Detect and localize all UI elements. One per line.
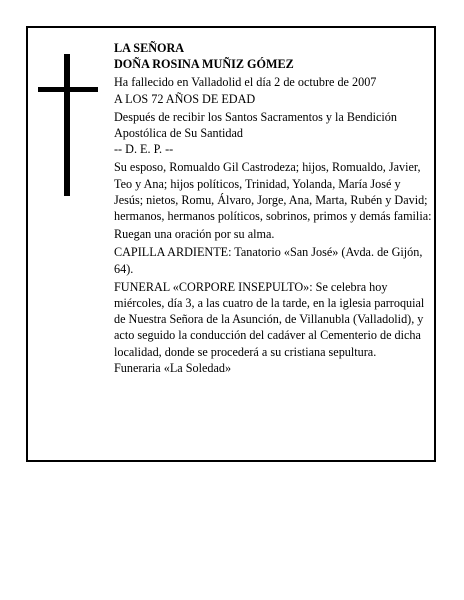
deceased-name: DOÑA ROSINA MUÑIZ GÓMEZ [114, 57, 294, 72]
age-line: A LOS 72 AÑOS DE EDAD [114, 91, 256, 106]
latin-cross-icon [38, 54, 98, 196]
chapel-info: CAPILLA ARDIENTE: Tanatorio «San José» (Avda. de Gijón, 64). [114, 245, 423, 276]
sacraments-line: Después de recibir los Santos Sacramentos y la Bendición Apostólica de Su Santidad [114, 109, 397, 141]
obituary-text [114, 40, 432, 376]
funeral-info: FUNERAL «CORPORE INSEPULTO»: Se celebra hoy miércoles, día 3, a las cuatro de la tarde, en la iglesia parroquial de Nuestra Señora de la Asunción, de Villanubla (Valladolid), y acto seguido la conducción del cadáver al Cementerio de dicha localidad, donde se procederá a su cristiana sepultura. [114, 279, 425, 359]
prayer-request: Ruegan una oración por su alma. [114, 227, 275, 242]
dep-line: -- D. E. P. -- [114, 142, 174, 157]
death-announcement: Ha fallecido en Valladolid el día 2 de octubre de 2007 [114, 75, 377, 90]
cross-horizontal-bar [38, 87, 98, 92]
notice-heading: LA SEÑORA [114, 41, 185, 55]
cross-vertical-bar [64, 54, 70, 196]
family-list: Su esposo, Romualdo Gil Castrodeza; hijos, Romualdo, Javier, Teo y Ana; hijos políticos, Trinidad, Yolanda, María José y Jesús; nietos, Romu, Álvaro, Jorge, Ana, Marta, Rubén y David; hermanos, hermanos políticos, sobrinos, primos y demás familia: [114, 160, 432, 224]
funeral-home: Funeraria «La Soledad» [114, 360, 232, 375]
